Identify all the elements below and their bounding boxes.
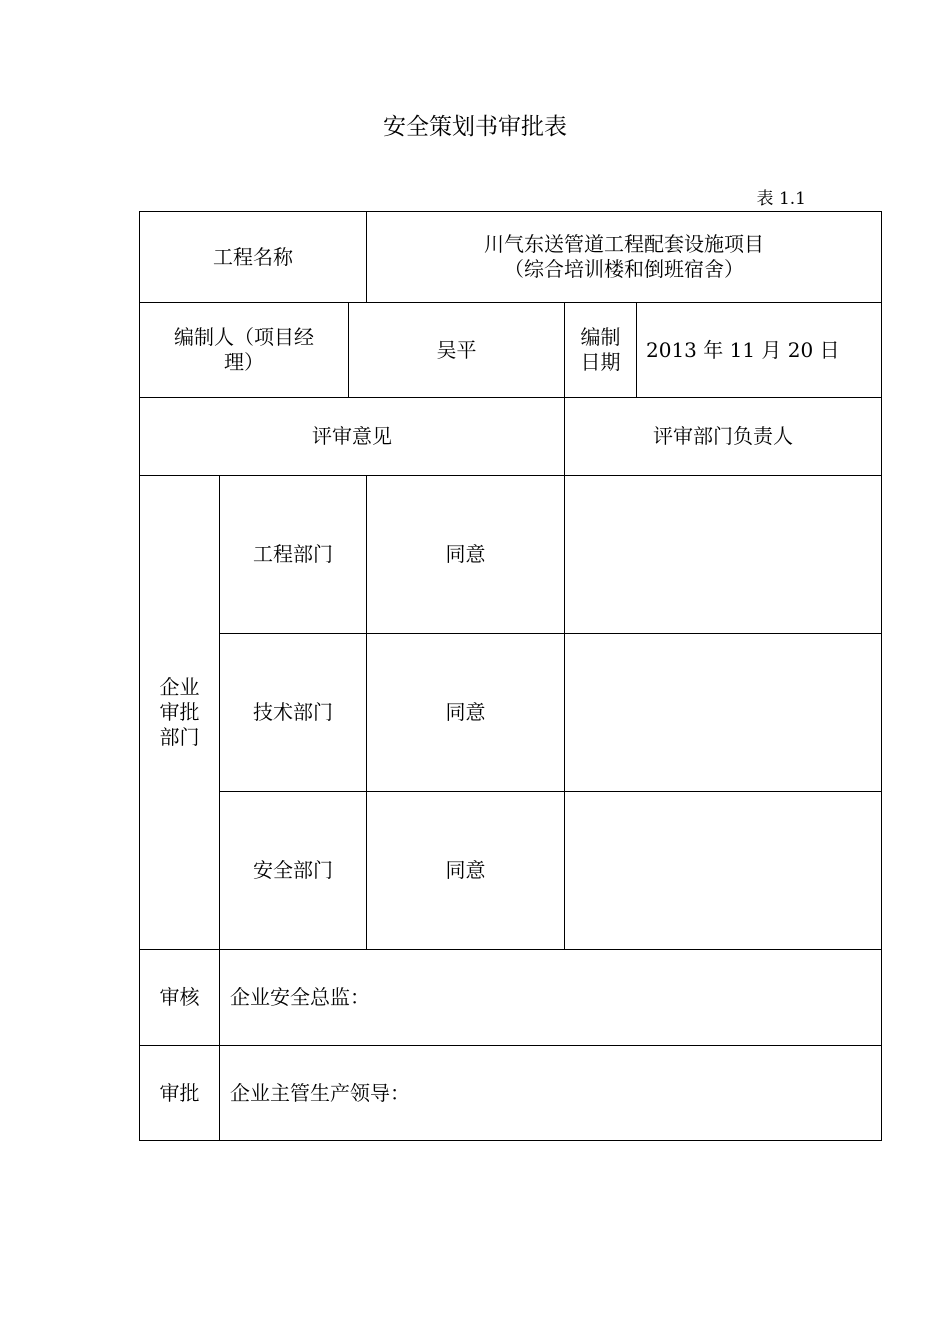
prepare-date-label-line2: 日期 — [580, 350, 621, 374]
page-title: 安全策划书审批表 — [383, 114, 567, 140]
project-name-value — [367, 212, 882, 303]
project-name-line1: 川气东送管道工程配套设施项目 — [484, 232, 765, 256]
preparer-name: 吴平 — [349, 303, 565, 398]
review-header-row — [140, 398, 882, 476]
review-responsible-header: 评审部门负责人 — [565, 398, 882, 476]
department-row-technical — [140, 634, 882, 792]
approval-label: 审批 — [140, 1046, 220, 1141]
audit-row — [140, 950, 882, 1046]
department-responsible — [565, 476, 882, 634]
department-row-engineering — [140, 476, 882, 634]
department-opinion: 同意 — [367, 792, 565, 950]
preparer-row — [140, 303, 882, 398]
department-name: 技术部门 — [220, 634, 367, 792]
department-name: 工程部门 — [220, 476, 367, 634]
department-opinion: 同意 — [367, 634, 565, 792]
preparer-label-line1: 编制人（项目经 — [174, 325, 314, 349]
project-name-label: 工程名称 — [140, 212, 367, 303]
department-opinion: 同意 — [367, 476, 565, 634]
review-opinion-header: 评审意见 — [140, 398, 565, 476]
table-number: 表 1.1 — [756, 189, 806, 209]
project-row — [140, 212, 882, 303]
prepare-date-value: 2013 年 11 月 20 日 — [637, 303, 882, 398]
preparer-label-line2: 理） — [224, 350, 264, 374]
department-row-safety — [140, 792, 882, 950]
enterprise-approval-dept-label: 企业审批部门 — [140, 476, 220, 950]
department-name: 安全部门 — [220, 792, 367, 950]
approval-form-table — [139, 211, 882, 1141]
approval-content: 企业主管生产领导： — [220, 1046, 882, 1141]
prepare-date-label — [565, 303, 637, 398]
department-responsible — [565, 634, 882, 792]
project-name-line2: （综合培训楼和倒班宿舍） — [504, 257, 745, 281]
audit-label: 审核 — [140, 950, 220, 1046]
approval-row — [140, 1046, 882, 1141]
audit-content: 企业安全总监： — [220, 950, 882, 1046]
prepare-date-label-line1: 编制 — [580, 325, 621, 349]
preparer-label — [140, 303, 349, 398]
department-responsible — [565, 792, 882, 950]
